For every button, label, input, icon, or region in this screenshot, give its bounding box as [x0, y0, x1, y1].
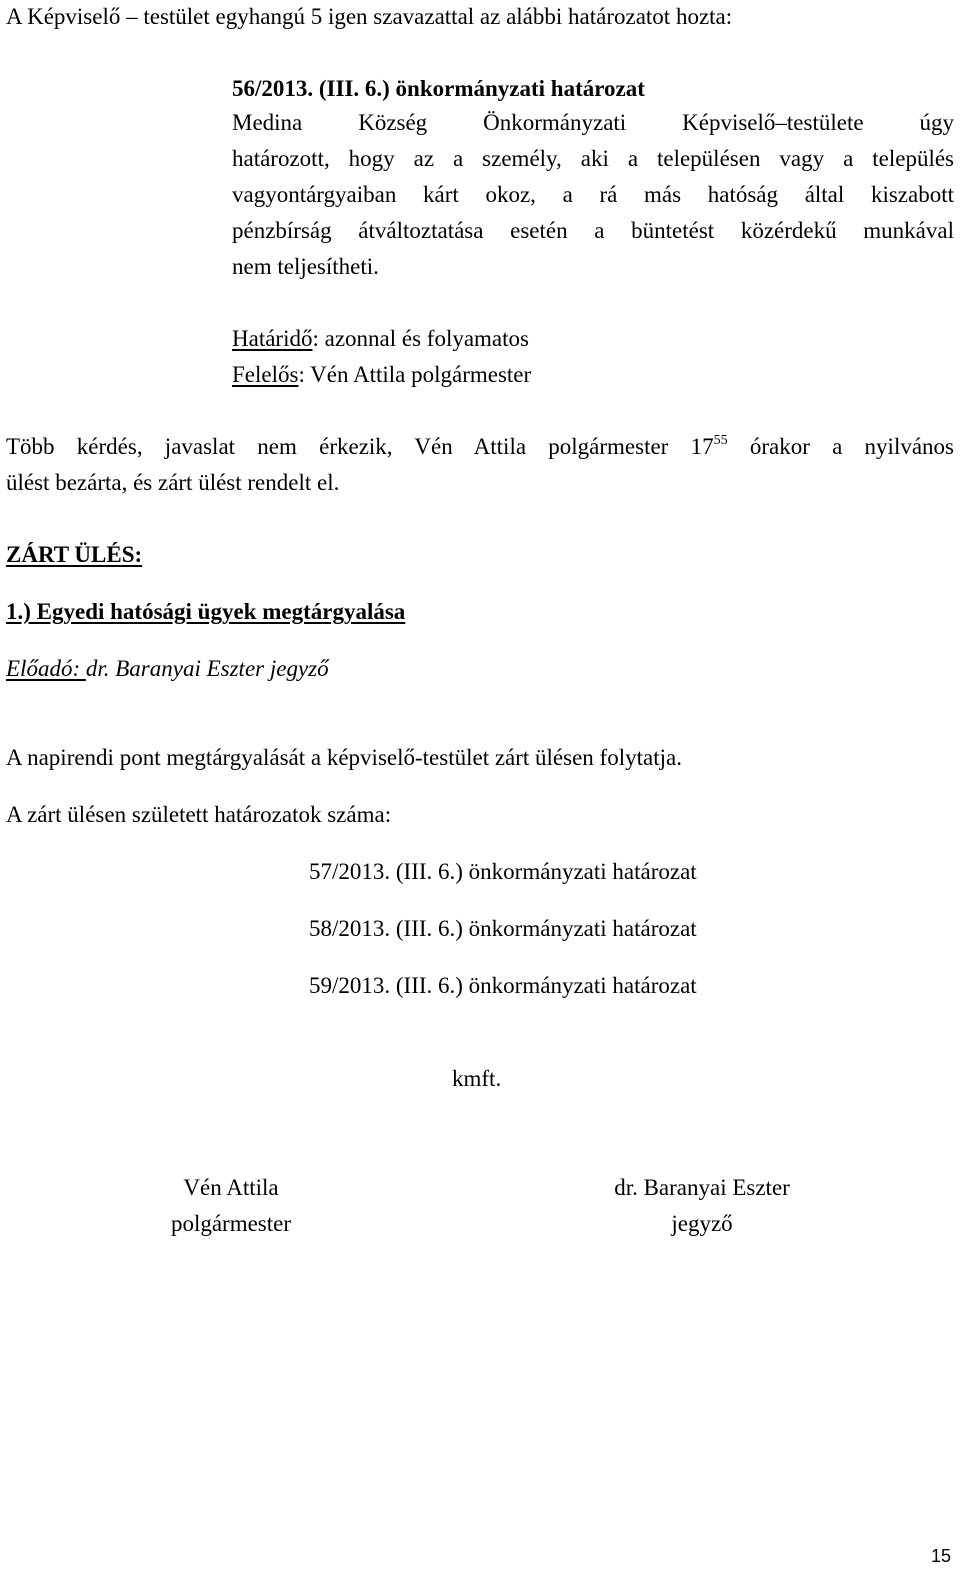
resolution-body-line-1: Medina Község Önkormányzati Képviselő–testülete úgy	[232, 110, 954, 135]
closed-session-note: A napirendi pont megtárgyalását a képviselő-testület zárt ülésen folytatja.	[6, 745, 682, 770]
resolution-title: 56/2013. (III. 6.) önkormányzati határozat	[232, 76, 645, 101]
responsible-label: Felelős	[232, 362, 299, 387]
closed-session-heading: ZÁRT ÜLÉS:	[6, 542, 143, 567]
resolution-numbers-label: A zárt ülésen született határozatok száma:	[6, 802, 392, 827]
page-number: 15	[931, 1546, 952, 1566]
closing-line-2: ülést bezárta, és zárt ülést rendelt el.	[6, 470, 340, 495]
deadline-row	[232, 325, 529, 353]
responsible-row	[232, 361, 531, 389]
closed-resolution-58: 58/2013. (III. 6.) önkormányzati határozat	[309, 916, 697, 941]
resolution-body-line-4: pénzbírság átváltoztatása esetén a büntetést közérdekű munkával	[232, 218, 954, 243]
closing-line-1-end: órakor a nyilvános	[749, 434, 954, 459]
closed-resolution-57: 57/2013. (III. 6.) önkormányzati határozat	[309, 859, 697, 884]
signature-left-title: polgármester	[170, 1211, 292, 1236]
intro-text: A Képviselő – testület egyhangú 5 igen szavazattal az alábbi határozatot hozta:	[6, 4, 733, 29]
agenda-item-heading: 1.) Egyedi hatósági ügyek megtárgyalása	[6, 599, 406, 624]
deadline-value: : azonnal és folyamatos	[312, 326, 529, 351]
closing-time-minutes: 55	[713, 433, 728, 448]
closed-resolution-59: 59/2013. (III. 6.) önkormányzati határozat	[309, 973, 697, 998]
kmft-text: kmft.	[452, 1066, 502, 1091]
signature-right-name: dr. Baranyai Eszter	[614, 1175, 790, 1200]
deadline-label: Határidő	[232, 326, 313, 351]
presenter-label: Előadó:	[6, 656, 86, 681]
resolution-body-last: nem teljesítheti.	[232, 254, 379, 279]
signature-left-name: Vén Attila	[183, 1175, 279, 1200]
resolution-body-line-2: határozott, hogy az a személy, aki a településen vagy a település	[232, 146, 954, 171]
resolution-body-line-3: vagyontárgyaiban kárt okoz, a rá más hatóság által kiszabott	[232, 182, 954, 207]
presenter-name: dr. Baranyai Eszter jegyző	[85, 656, 329, 681]
presenter-row	[6, 655, 329, 683]
closing-line-1-text: Több kérdés, javaslat nem érkezik, Vén Attila polgármester 17	[6, 434, 714, 459]
closing-line-1	[6, 433, 954, 461]
responsible-value: : Vén Attila polgármester	[298, 362, 532, 387]
signature-right-title: jegyző	[671, 1211, 733, 1236]
